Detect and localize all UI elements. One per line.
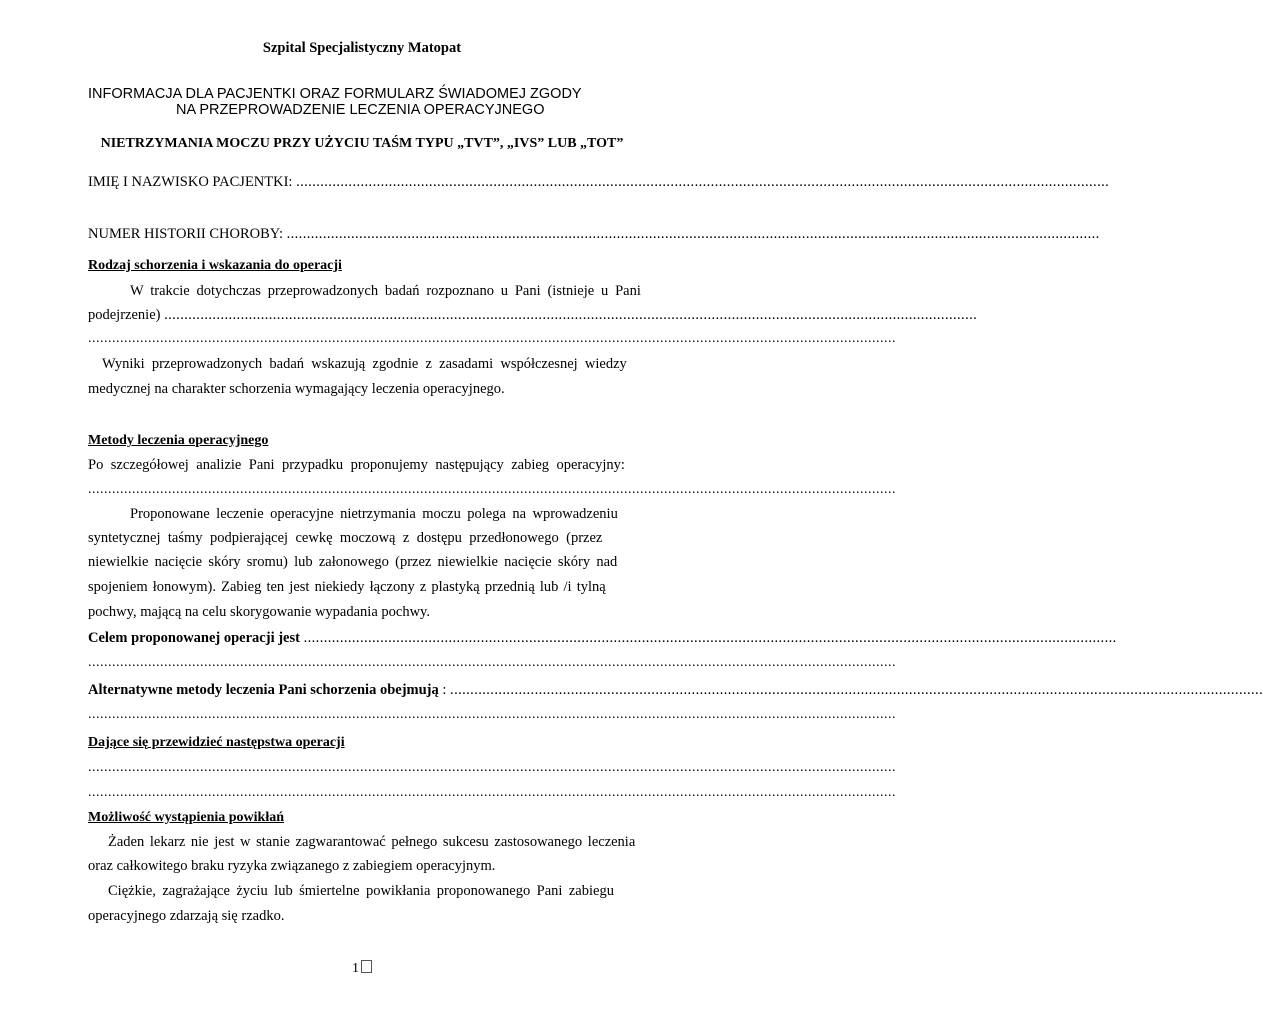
document-subtitle: NIETRZYMANIA MOCZU PRZY UŻYCIU TAŚM TYPU „TVT”, „IVS” LUB „TOT” [100, 136, 624, 151]
page-number-value: 1 [352, 961, 359, 976]
section-heading-diagnosis: Rodzaj schorzenia i wskazania do operacji [88, 258, 342, 273]
diagnosis-paragraph-line1 [88, 283, 641, 300]
diagnosis-text2-line1: Wyniki przeprowadzonych badań wskazują zgodnie z zasadami współczesnej wiedzy [102, 356, 627, 372]
alternatives-label: Alternatywne metody leczenia Pani schorzenia obejmują [88, 682, 439, 698]
methods-p2-line2: syntetycznej taśmy podpierającej cewkę moczową z dostępu przedłonowego (przez [88, 530, 603, 546]
section-heading-methods: Metody leczenia operacyjnego [88, 433, 269, 448]
methods-p2-line4: spojeniem łonowym). Zabieg ten jest niekiedy łączony z plastyką przednią lub /i tylną [88, 579, 606, 595]
methods-p2-line5: pochwy, mającą na celu skorygowanie wypadania pochwy. [88, 604, 430, 620]
consequences-dots-line1[interactable]: .......................................................................................................................................................................................................... [88, 760, 896, 775]
methods-p2-line3: niewielkie nacięcie skóry sromu) lub załonowego (przez niewielkie nacięcie skóry nad [88, 554, 618, 570]
diagnosis-dots-line2[interactable]: .......................................................................................................................................................................................................... [88, 331, 896, 346]
goal-dots: .......................................................................................................................................................................................................... [303, 630, 1117, 646]
section-heading-consequences: Dające się przewidzieć następstwa operacji [88, 735, 345, 750]
complications-p1-line1: Żaden lekarz nie jest w stanie zagwarantować pełnego sukcesu zastosowanego leczenia [108, 834, 636, 850]
diagnosis-dots: .......................................................................................................................................................................................................... [164, 307, 978, 323]
diagnosis-label: podejrzenie) [88, 307, 161, 323]
goal-field[interactable] [88, 630, 1117, 647]
complications-p1-line2: oraz całkowitego braku ryzyka związanego z zabiegiem operacyjnym. [88, 858, 496, 874]
document-title-line1: INFORMACJA DLA PACJENTKI ORAZ FORMULARZ ŚWIADOMEJ ZGODY [88, 86, 582, 102]
alternatives-dots: .......................................................................................................................................................................................................... [450, 682, 1263, 698]
goal-dots-line2[interactable]: .......................................................................................................................................................................................................... [88, 655, 896, 670]
diagnosis-text2-line2: medycznej na charakter schorzenia wymagający leczenia operacyjnego. [88, 381, 505, 397]
history-number-label: NUMER HISTORII CHOROBY: [88, 226, 283, 242]
complications-p2-line1: Ciężkie, zagrażające życiu lub śmiertelne powikłania proponowanego Pani zabiegu [108, 883, 614, 899]
document-title-line2: NA PRZEPROWADZENIE LECZENIA OPERACYJNEGO [176, 102, 545, 118]
patient-name-dots: .......................................................................................................................................................................................................... [296, 174, 1110, 190]
diagnosis-field[interactable] [88, 307, 978, 324]
diagnosis-text-line1: W trakcie dotychczas przeprowadzonych badań rozpoznano u Pani (istnieje u Pani [130, 283, 641, 299]
diagnosis-paragraph2-line1 [88, 356, 638, 373]
hospital-name: Szpital Specjalistyczny Matopat [262, 40, 462, 56]
alternatives-field[interactable] [88, 682, 1263, 699]
page-number [0, 960, 724, 977]
history-number-dots: .......................................................................................................................................................................................................... [286, 226, 1100, 242]
methods-p2-line1: Proponowane leczenie operacyjne nietrzymania moczu polega na wprowadzeniu [130, 506, 618, 522]
methods-dots[interactable]: .......................................................................................................................................................................................................... [88, 482, 896, 497]
methods-text-line1: Po szczegółowej analizie Pani przypadku proponujemy następujący zabieg operacyjny: [88, 457, 625, 473]
goal-label: Celem proponowanej operacji jest [88, 630, 300, 646]
patient-name-label: IMIĘ I NAZWISKO PACJENTKI: [88, 174, 293, 190]
complications-p2-line2: operacyjnego zdarzają się rzadko. [88, 908, 285, 924]
missing-glyph-icon [361, 960, 372, 973]
alternatives-dots-line2[interactable]: .......................................................................................................................................................................................................... [88, 707, 896, 722]
alternatives-separator: : [438, 682, 451, 698]
section-heading-complications: Możliwość wystąpienia powikłań [88, 810, 285, 825]
consequences-dots-line2[interactable]: .......................................................................................................................................................................................................... [88, 785, 896, 800]
patient-name-field[interactable] [88, 174, 1110, 191]
history-number-field[interactable] [88, 226, 1100, 243]
